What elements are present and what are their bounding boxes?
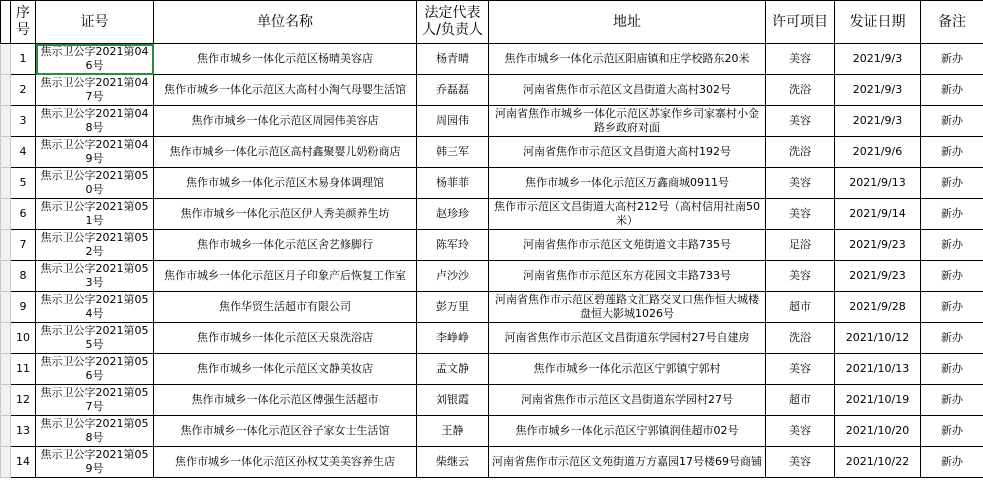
header-item[interactable]: 许可项目	[766, 1, 835, 44]
table-row	[1, 44, 983, 75]
header-cert[interactable]: 证号	[36, 1, 154, 44]
row-header-cell[interactable]	[1, 1, 11, 44]
cell-issue-date[interactable]: 2021/9/14	[835, 199, 921, 230]
cell-note[interactable]: 新办	[921, 230, 983, 261]
cell-address[interactable]: 河南省焦作市示范区碧莲路文汇路交叉口焦作恒大城楼盘恒大影城1026号	[489, 292, 766, 323]
cell-unit-name[interactable]: 焦作华贸生活超市有限公司	[154, 292, 417, 323]
cell-address[interactable]: 焦作市城乡一体化示范区宁郭镇润佳超市02号	[489, 416, 766, 447]
cell-cert[interactable]: 焦示卫公字2021第057号	[36, 385, 154, 416]
cell-issue-date[interactable]: 2021/9/23	[835, 261, 921, 292]
cell-address[interactable]: 焦作市城乡一体化示范区阳庙镇和庄学校路东20米	[489, 44, 766, 75]
table-row	[1, 199, 983, 230]
cell-address[interactable]: 河南省焦作市示范区文昌街道东学园村27号	[489, 385, 766, 416]
cell-permit-item[interactable]: 美容	[766, 44, 835, 75]
cell-issue-date[interactable]: 2021/9/28	[835, 292, 921, 323]
cell-cert[interactable]: 焦示卫公字2021第047号	[36, 75, 154, 106]
cell-cert[interactable]: 焦示卫公字2021第051号	[36, 199, 154, 230]
cell-address[interactable]: 河南省焦作市示范区文昌街道大高村192号	[489, 137, 766, 168]
cell-permit-item[interactable]: 美容	[766, 261, 835, 292]
row-header-cell[interactable]	[1, 354, 11, 385]
cell-address[interactable]: 河南省焦作市示范区文苑街道万方嘉园17号楼69号商铺	[489, 447, 766, 478]
cell-permit-item[interactable]: 超市	[766, 292, 835, 323]
cell-seq[interactable]: 4	[11, 137, 36, 168]
cell-cert[interactable]: 焦示卫公字2021第046号	[36, 44, 154, 75]
cell-note[interactable]: 新办	[921, 292, 983, 323]
cell-permit-item[interactable]: 美容	[766, 447, 835, 478]
cell-permit-item[interactable]: 洗浴	[766, 137, 835, 168]
cell-seq[interactable]: 2	[11, 75, 36, 106]
cell-issue-date[interactable]: 2021/10/13	[835, 354, 921, 385]
table-row	[1, 261, 983, 292]
table-row	[1, 106, 983, 137]
cell-representative[interactable]: 李峥峥	[417, 323, 489, 354]
cell-permit-item[interactable]: 美容	[766, 199, 835, 230]
cell-seq[interactable]: 9	[11, 292, 36, 323]
cell-address[interactable]: 焦作市示范区文昌街道大高村212号（高村信用社南50米）	[489, 199, 766, 230]
header-address[interactable]: 地址	[489, 1, 766, 44]
cell-permit-item[interactable]: 足浴	[766, 230, 835, 261]
cell-note[interactable]: 新办	[921, 385, 983, 416]
cell-unit-name[interactable]: 焦作市城乡一体化示范区月子印象产后恢复工作室	[154, 261, 417, 292]
cell-cert[interactable]: 焦示卫公字2021第048号	[36, 106, 154, 137]
cell-note[interactable]: 新办	[921, 75, 983, 106]
table-row	[1, 354, 983, 385]
cell-cert[interactable]: 焦示卫公字2021第056号	[36, 354, 154, 385]
row-header-cell[interactable]	[1, 44, 11, 75]
cell-unit-name[interactable]: 焦作市城乡一体化示范区周园伟美容店	[154, 106, 417, 137]
cell-cert[interactable]: 焦示卫公字2021第054号	[36, 292, 154, 323]
cell-address[interactable]: 河南省焦作市示范区文苑街道文丰路735号	[489, 230, 766, 261]
cell-representative[interactable]: 杨青晴	[417, 44, 489, 75]
cell-representative[interactable]: 彭万里	[417, 292, 489, 323]
cell-unit-name[interactable]: 焦作市城乡一体化示范区杨晴美容店	[154, 44, 417, 75]
cell-address[interactable]: 河南省焦作市示范区文昌街道大高村302号	[489, 75, 766, 106]
cell-cert[interactable]: 焦示卫公字2021第052号	[36, 230, 154, 261]
cell-representative[interactable]: 陈军玲	[417, 230, 489, 261]
cell-note[interactable]: 新办	[921, 137, 983, 168]
row-header-cell[interactable]	[1, 416, 11, 447]
cell-note[interactable]: 新办	[921, 106, 983, 137]
cell-issue-date[interactable]: 2021/10/12	[835, 323, 921, 354]
cell-seq[interactable]: 1	[11, 44, 36, 75]
cell-cert[interactable]: 焦示卫公字2021第059号	[36, 447, 154, 478]
row-header-cell[interactable]	[1, 199, 11, 230]
cell-representative[interactable]: 杨菲菲	[417, 168, 489, 199]
row-header-cell[interactable]	[1, 168, 11, 199]
cell-permit-item[interactable]: 美容	[766, 354, 835, 385]
cell-unit-name[interactable]: 焦作市城乡一体化示范区伊人秀美颜养生坊	[154, 199, 417, 230]
table-row	[1, 385, 983, 416]
cell-permit-item[interactable]: 超市	[766, 385, 835, 416]
cell-unit-name[interactable]: 焦作市城乡一体化示范区孙权艾美美容养生店	[154, 447, 417, 478]
cell-address[interactable]: 焦作市城乡一体化示范区万鑫商城0911号	[489, 168, 766, 199]
cell-representative[interactable]: 赵珍珍	[417, 199, 489, 230]
cell-representative[interactable]: 孟文静	[417, 354, 489, 385]
table-row	[1, 323, 983, 354]
cell-address[interactable]: 河南省焦作市示范区文昌街道东学园村27号自建房	[489, 323, 766, 354]
cell-note[interactable]: 新办	[921, 323, 983, 354]
cell-seq[interactable]: 13	[11, 416, 36, 447]
cell-cert[interactable]: 焦示卫公字2021第050号	[36, 168, 154, 199]
cell-representative[interactable]: 乔磊磊	[417, 75, 489, 106]
cell-note[interactable]: 新办	[921, 261, 983, 292]
cell-issue-date[interactable]: 2021/9/6	[835, 137, 921, 168]
row-header-cell[interactable]	[1, 261, 11, 292]
cell-permit-item[interactable]: 洗浴	[766, 75, 835, 106]
cell-seq[interactable]: 10	[11, 323, 36, 354]
cell-permit-item[interactable]: 洗浴	[766, 323, 835, 354]
cell-representative[interactable]: 刘银霞	[417, 385, 489, 416]
cell-issue-date[interactable]: 2021/9/3	[835, 44, 921, 75]
cell-unit-name[interactable]: 焦作市城乡一体化示范区高村鑫聚婴儿奶粉商店	[154, 137, 417, 168]
cell-note[interactable]: 新办	[921, 354, 983, 385]
header-note[interactable]: 备注	[921, 1, 983, 44]
cell-issue-date[interactable]: 2021/9/13	[835, 168, 921, 199]
cell-issue-date[interactable]: 2021/9/23	[835, 230, 921, 261]
header-row	[1, 1, 983, 44]
table-row	[1, 168, 983, 199]
table-row	[1, 416, 983, 447]
cell-unit-name[interactable]: 焦作市城乡一体化示范区天泉洗浴店	[154, 323, 417, 354]
header-unit[interactable]: 单位名称	[154, 1, 417, 44]
cell-representative[interactable]: 柴继云	[417, 447, 489, 478]
cell-address[interactable]: 焦作市城乡一体化示范区宁郭镇宁郭村	[489, 354, 766, 385]
cell-permit-item[interactable]: 美容	[766, 416, 835, 447]
cell-address[interactable]: 河南省焦作市示范区东方花园文丰路733号	[489, 261, 766, 292]
cell-seq[interactable]: 14	[11, 447, 36, 478]
table-row	[1, 447, 983, 478]
row-header-cell[interactable]	[1, 137, 11, 168]
cell-note[interactable]: 新办	[921, 44, 983, 75]
cell-unit-name[interactable]: 焦作市城乡一体化示范区傅强生活超市	[154, 385, 417, 416]
cell-issue-date[interactable]: 2021/9/3	[835, 75, 921, 106]
cell-note[interactable]: 新办	[921, 168, 983, 199]
cell-issue-date[interactable]: 2021/10/20	[835, 416, 921, 447]
row-header-cell[interactable]	[1, 385, 11, 416]
cell-representative[interactable]: 王静	[417, 416, 489, 447]
cell-seq[interactable]: 8	[11, 261, 36, 292]
cell-unit-name[interactable]: 焦作市城乡一体化示范区舍艺修脚行	[154, 230, 417, 261]
header-rep[interactable]: 法定代表人/负责人	[417, 1, 489, 44]
cell-seq[interactable]: 12	[11, 385, 36, 416]
cell-issue-date[interactable]: 2021/10/22	[835, 447, 921, 478]
cell-issue-date[interactable]: 2021/9/3	[835, 106, 921, 137]
cell-cert[interactable]: 焦示卫公字2021第053号	[36, 261, 154, 292]
cell-issue-date[interactable]: 2021/10/19	[835, 385, 921, 416]
cell-seq[interactable]: 7	[11, 230, 36, 261]
cell-seq[interactable]: 5	[11, 168, 36, 199]
cell-permit-item[interactable]: 美容	[766, 168, 835, 199]
cell-unit-name[interactable]: 焦作市城乡一体化示范区木易身体调理馆	[154, 168, 417, 199]
cell-representative[interactable]: 韩三军	[417, 137, 489, 168]
row-header-cell[interactable]	[1, 106, 11, 137]
row-header-cell[interactable]	[1, 292, 11, 323]
header-date[interactable]: 发证日期	[835, 1, 921, 44]
row-header-cell[interactable]	[1, 447, 11, 478]
table-row	[1, 75, 983, 106]
cell-cert[interactable]: 焦示卫公字2021第058号	[36, 416, 154, 447]
cell-representative[interactable]: 卢沙沙	[417, 261, 489, 292]
cell-permit-item[interactable]: 美容	[766, 106, 835, 137]
row-header-cell[interactable]	[1, 323, 11, 354]
cell-seq[interactable]: 6	[11, 199, 36, 230]
cell-seq[interactable]: 3	[11, 106, 36, 137]
table-row	[1, 137, 983, 168]
cell-cert[interactable]: 焦示卫公字2021第049号	[36, 137, 154, 168]
cell-unit-name[interactable]: 焦作市城乡一体化示范区文静美妆店	[154, 354, 417, 385]
cell-unit-name[interactable]: 焦作市城乡一体化示范区谷子家女士生活馆	[154, 416, 417, 447]
cell-cert[interactable]: 焦示卫公字2021第055号	[36, 323, 154, 354]
row-header-cell[interactable]	[1, 230, 11, 261]
header-seq[interactable]: 序号	[11, 1, 36, 44]
cell-seq[interactable]: 11	[11, 354, 36, 385]
cell-note[interactable]: 新办	[921, 199, 983, 230]
table-row	[1, 230, 983, 261]
cell-note[interactable]: 新办	[921, 416, 983, 447]
table-row	[1, 292, 983, 323]
cell-address[interactable]: 河南省焦作市城乡一体化示范区苏家作乡司家寨村小金路乡政府对面	[489, 106, 766, 137]
cell-unit-name[interactable]: 焦作市城乡一体化示范区大高村小淘气母婴生活馆	[154, 75, 417, 106]
row-header-cell[interactable]	[1, 75, 11, 106]
cell-note[interactable]: 新办	[921, 447, 983, 478]
cell-representative[interactable]: 周园伟	[417, 106, 489, 137]
